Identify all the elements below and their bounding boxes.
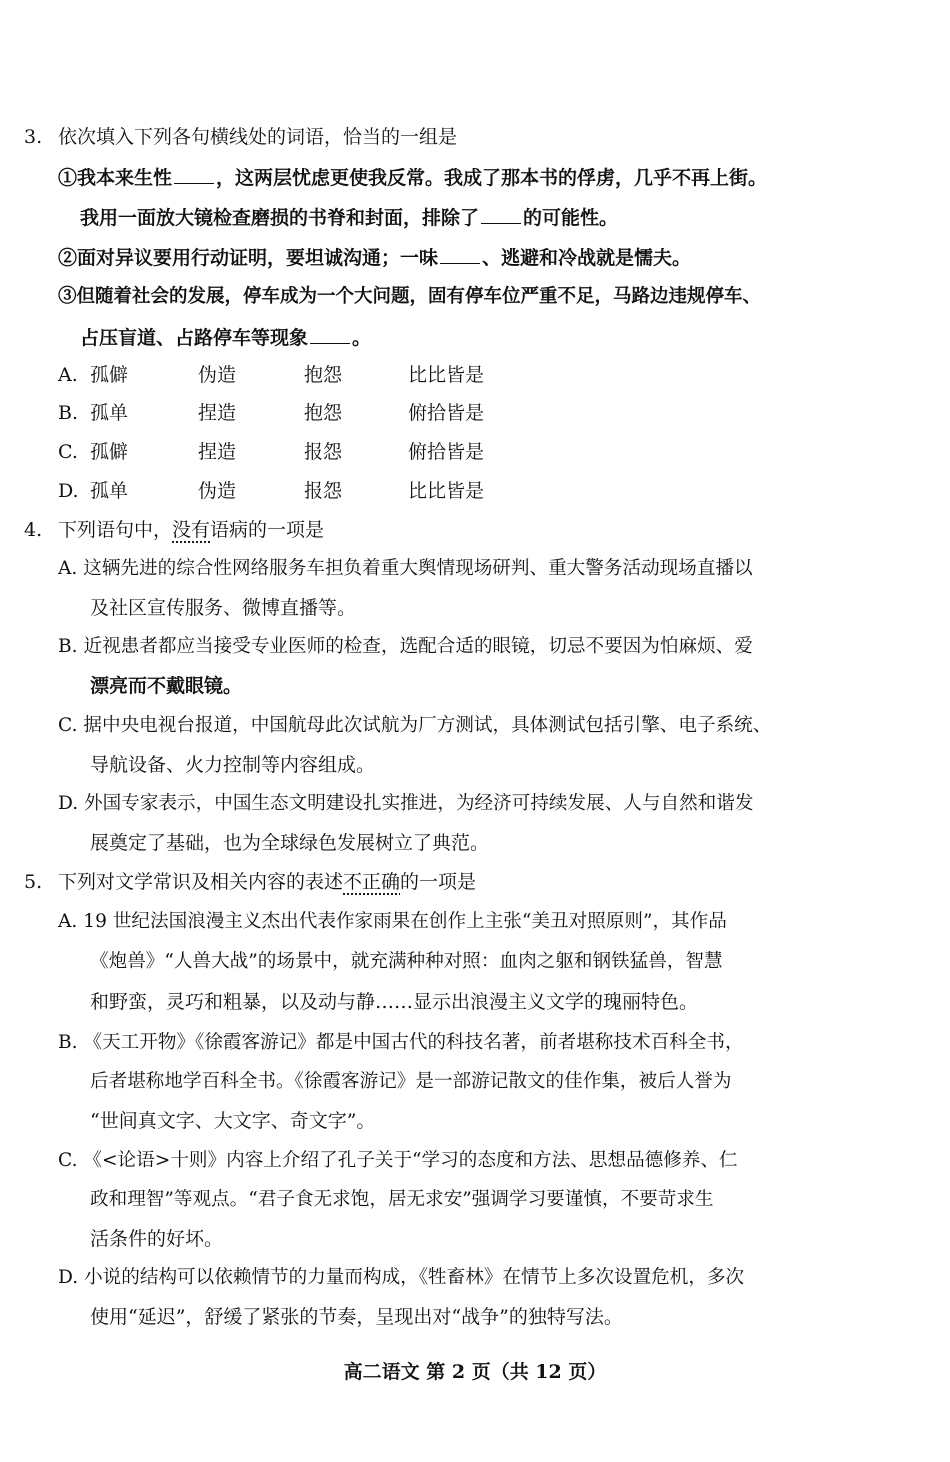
q5-option-a-cont-1: 《炮兽》“人兽大战”的场景中，就充满种种对照：血肉之躯和钢铁猛兽，智慧 <box>90 951 723 972</box>
q5-option-c-cont-2: 活条件的好坏。 <box>90 1228 224 1250</box>
q5-stem: 下列对文学常识及相关内容的表述不正确的一项是 <box>58 871 477 893</box>
q4-option-d-cont: 展奠定了基础，也为全球绿色发展树立了典范。 <box>90 832 490 854</box>
q4-option-a[interactable]: A. 这辆先进的综合性网络服务车担负着重大舆情现场研判、重大警务活动现场直播以 <box>58 558 753 579</box>
exam-page: 3. 依次填入下列各句横线处的词语，恰当的一组是 ①我本来生性 ，这两层忧虑更使我反常。我成了那本书的俘虏，几乎不再上街。 我用一面放大镜检查磨损的书脊和封面，排除了 的可能性。 ②面对异议要用行动证明，要坦诚沟通；一味 、逃避和冷战就是懦夫。 ③但随着社会的发展，停车成为一个大问题，固有停车位严重不足，马路边违规停车、 占压盲道、占路停车等现象 。 A. 孤僻 伪造 抱怨 比比皆是 B. 孤单 捏造 抱怨 俯拾皆是 C. 孤僻 捏造 报怨 俯拾皆是 D. 孤单 伪造 报怨 比比皆是 4. 下列语句中，没有语病的一项是 A. 这辆先进的综合性网络服务车担负着重大舆情现场研判、重大警务活动现场直播以 及社区宣传服务、微博直播等。 B. 近视患者都应当接受专业医师的检查，选配合适的眼镜，切忌不要因为怕麻烦、爱 漂亮而不戴眼镜。 C. 据中央电视台报道，中国航母此次试航为厂方测试，具体测试包括引擎、电子系统、 导航设备、火力控制等内容组成。 D. 外国专家表示，中国生态文明建设扎实推进，为经济可持续发展、人与自然和谐发 展奠定了基础，也为全球绿色发展树立了典范。 5. 下列对文学常识及相关内容的表述不正确的一项是 A. 19 世纪法国浪漫主义杰出代表作家雨果在创作上主张“美丑对照原则”，其作品 《炮兽》“人兽大战”的场景中，就充满种种对照：血肉之躯和钢铁猛兽，智慧 和野蛮，灵巧和粗暴，以及动与静……显示出浪漫主义文学的瑰丽特色。 B. 《天工开物》《徐霞客游记》都是中国古代的科技名著，前者堪称技术百科全书， 后者堪称地学百科全书。《徐霞客游记》是一部游记散文的佳作集，被后人誉为 “世间真文字、大文字、奇文字”。 C. 《<论语>十则》内容上介绍了孔子关于“学习的态度和方法、思想品德修养、仁 政和理智”等观点。“君子食无求饱，居无求安”强调学习要谨慎，不要苛求生 活条件的好坏。 D. 小说的结构可以依赖情节的力量而构成，《牲畜林》在情节上多次设置危机，多次 使用“延迟”，舒缓了紧张的节奏，呈现出对“战争”的独特写法。 高二语文 第 2 页（共 12 页） <box>0 0 950 1462</box>
q5-option-b-cont-2: “世间真文字、大文字、奇文字”。 <box>90 1110 376 1132</box>
q5-option-b-cont-1: 后者堪称地学百科全书。《徐霞客游记》是一部游记散文的佳作集，被后人誉为 <box>90 1071 732 1092</box>
q3-sentence-3: ③但随着社会的发展，停车成为一个大问题，固有停车位严重不足，马路边违规停车、 <box>58 286 762 307</box>
blank-2 <box>481 205 521 224</box>
q3-number: 3. <box>24 126 43 148</box>
q5-option-c[interactable]: C. 《<论语>十则》内容上介绍了孔子关于“学习的态度和方法、思想品德修养、仁 <box>58 1150 738 1171</box>
q5-number: 5. <box>24 871 43 893</box>
q3-stem: 依次填入下列各句横线处的词语，恰当的一组是 <box>58 126 458 148</box>
q5-option-a-cont-2: 和野蛮，灵巧和粗暴，以及动与静……显示出浪漫主义文学的瑰丽特色。 <box>90 991 699 1013</box>
q4-number: 4. <box>24 519 43 541</box>
q5-option-d-cont: 使用“延迟”，舒缓了紧张的节奏，呈现出对“战争”的独特写法。 <box>90 1306 623 1328</box>
q4-stem: 下列语句中，没有语病的一项是 <box>58 519 325 541</box>
q5-option-c-cont-1: 政和理智”等观点。“君子食无求饱，居无求安”强调学习要谨慎，不要苛求生 <box>90 1189 714 1210</box>
q5-option-a[interactable]: A. 19 世纪法国浪漫主义杰出代表作家雨果在创作上主张“美丑对照原则”，其作品 <box>58 911 727 932</box>
q4-option-a-cont: 及社区宣传服务、微博直播等。 <box>90 597 357 619</box>
q3-sentence-1: ①我本来生性 ，这两层忧虑更使我反常。我成了那本书的俘虏，几乎不再上街。 <box>58 167 768 189</box>
q5-option-d[interactable]: D. 小说的结构可以依赖情节的力量而构成，《牲畜林》在情节上多次设置危机，多次 <box>58 1267 745 1288</box>
q4-option-b[interactable]: B. 近视患者都应当接受专业医师的检查，选配合适的眼镜，切忌不要因为怕麻烦、爱 <box>58 636 753 657</box>
blank-1 <box>174 165 214 184</box>
blank-4 <box>310 325 350 344</box>
blank-3 <box>440 245 480 264</box>
q5-emphasis: 不正确 <box>343 871 401 893</box>
page-footer: 高二语文 第 2 页（共 12 页） <box>343 1361 607 1383</box>
q4-option-b-cont: 漂亮而不戴眼镜。 <box>90 675 243 697</box>
q5-option-b[interactable]: B. 《天工开物》《徐霞客游记》都是中国古代的科技名著，前者堪称技术百科全书， <box>58 1032 744 1053</box>
q3-sentence-2: ②面对异议要用行动证明，要坦诚沟通；一味 、逃避和冷战就是懦夫。 <box>58 247 692 269</box>
q4-option-d[interactable]: D. 外国专家表示，中国生态文明建设扎实推进，为经济可持续发展、人与自然和谐发 <box>58 793 754 814</box>
q4-emphasis: 没有 <box>172 519 211 541</box>
q3-sentence-1-cont: 我用一面放大镜检查磨损的书脊和封面，排除了 的可能性。 <box>80 207 619 229</box>
q3-sentence-3-cont: 占压盲道、占路停车等现象 。 <box>80 327 372 349</box>
q4-option-c[interactable]: C. 据中央电视台报道，中国航母此次试航为厂方测试，具体测试包括引擎、电子系统、 <box>58 715 772 736</box>
q4-option-c-cont: 导航设备、火力控制等内容组成。 <box>90 754 376 776</box>
